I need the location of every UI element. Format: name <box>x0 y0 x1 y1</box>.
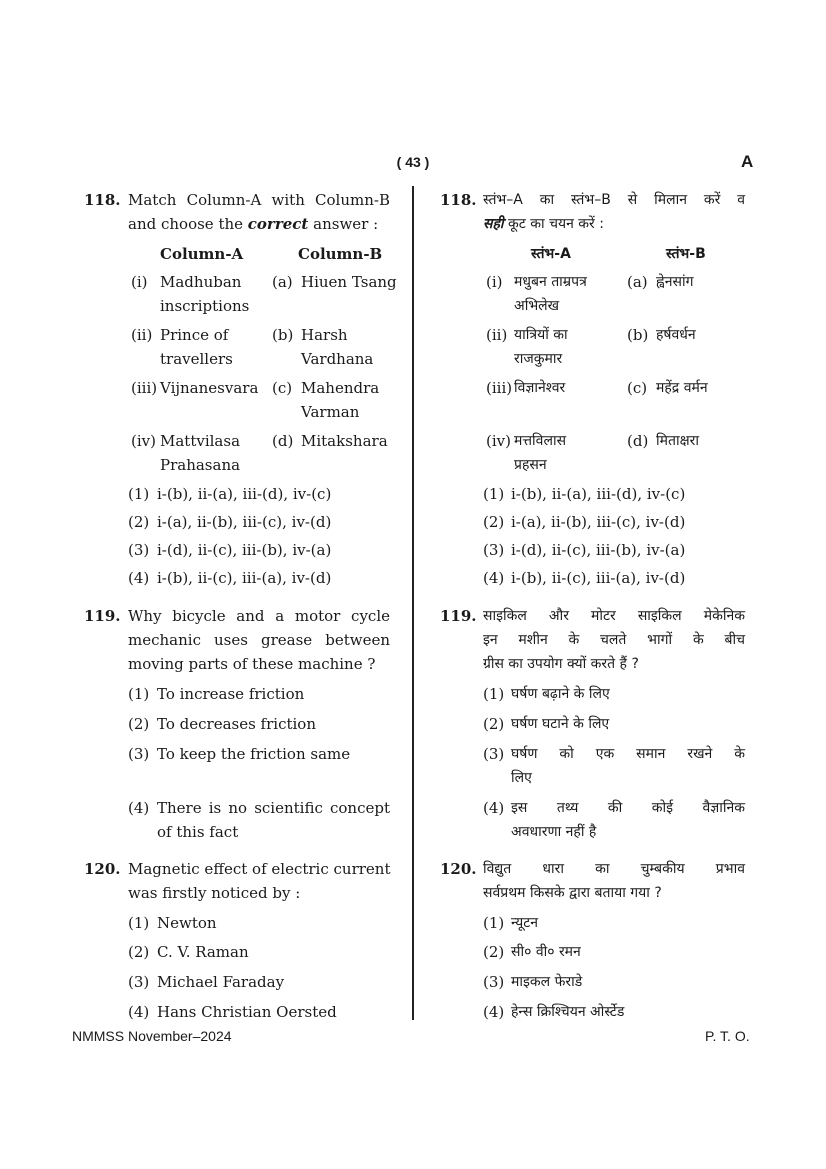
option-number: (4) <box>128 799 150 817</box>
option-number: (3) <box>128 541 150 559</box>
option-number: (1) <box>483 914 505 932</box>
question-stem: ग्रीस का उपयोग क्यों करते हैं ? <box>483 656 639 672</box>
column-b-item: महेंद्र वर्मन <box>656 380 708 396</box>
column-divider <box>412 186 414 1020</box>
option-number: (4) <box>483 799 505 817</box>
row-index: (d) <box>272 432 294 450</box>
answer-option[interactable]: i-(b), ii-(c), iii-(a), iv-(d) <box>157 569 332 587</box>
question-stem: सर्वप्रथम किसके द्वारा बताया गया ? <box>483 885 662 901</box>
column-b-item: Hiuen Tsang <box>301 273 397 291</box>
answer-option[interactable]: i-(a), ii-(b), iii-(c), iv-(d) <box>511 513 686 531</box>
question-stem: Magnetic effect of electric current <box>128 860 391 878</box>
question-stem: Match Column-A with Column-B <box>128 191 390 209</box>
row-index: (i) <box>131 273 148 291</box>
option-number: (3) <box>128 745 150 763</box>
question-number: 118. <box>440 191 477 209</box>
column-a-item: अभिलेख <box>514 298 560 314</box>
column-a-item: यात्रियों का <box>514 327 568 343</box>
answer-option[interactable]: C. V. Raman <box>157 943 249 961</box>
row-index: (b) <box>627 326 649 344</box>
column-a-header: Column-A <box>160 245 244 263</box>
option-number: (4) <box>483 1003 505 1021</box>
column-b-item: Varman <box>301 403 360 421</box>
row-index: (iii) <box>486 379 513 397</box>
option-number: (4) <box>483 569 505 587</box>
option-number: (3) <box>128 973 150 991</box>
answer-option[interactable]: i-(a), ii-(b), iii-(c), iv-(d) <box>157 513 332 531</box>
answer-option[interactable]: Newton <box>157 914 217 932</box>
page-number: ( 43 ) <box>396 154 430 170</box>
answer-option[interactable]: Hans Christian Oersted <box>157 1003 337 1021</box>
answer-option[interactable]: i-(b), ii-(c), iii-(a), iv-(d) <box>511 569 686 587</box>
column-a-header: स्तंभ-A <box>531 246 571 262</box>
column-b-item: मिताक्षरा <box>656 433 699 449</box>
column-b-item: Vardhana <box>301 350 374 368</box>
option-number: (1) <box>483 485 505 503</box>
answer-option[interactable]: घर्षण घटाने के लिए <box>511 716 610 732</box>
answer-option-continued: of this fact <box>157 823 239 841</box>
column-b-header: Column-B <box>298 245 383 263</box>
question-stem: स्तंभ–A का स्तंभ–B से मिलान करें व <box>483 192 745 208</box>
option-number: (2) <box>128 943 150 961</box>
answer-option[interactable]: हेन्स क्रिश्चियन ओर्स्टेड <box>511 1004 625 1020</box>
column-b-item: ह्वेनसांग <box>656 274 694 290</box>
row-index: (a) <box>627 273 648 291</box>
answer-option[interactable]: घर्षण बढ़ाने के लिए <box>511 686 610 702</box>
stem-emphasis: सही <box>483 216 504 232</box>
question-number: 118. <box>84 191 121 209</box>
question-stem: इन मशीन के चलते भागों के बीच <box>483 632 745 648</box>
column-b-header: स्तंभ-B <box>666 246 706 262</box>
column-a-item: Prince of <box>160 326 229 344</box>
question-stem <box>128 212 378 236</box>
column-a-item: राजकुमार <box>514 351 563 367</box>
row-index: (c) <box>272 379 293 397</box>
option-number: (1) <box>128 914 150 932</box>
row-index: (ii) <box>131 326 153 344</box>
column-a-item: travellers <box>160 350 233 368</box>
stem-emphasis: correct <box>247 215 309 233</box>
column-a-item: प्रहसन <box>514 457 547 473</box>
option-number: (1) <box>483 685 505 703</box>
option-number: (1) <box>128 685 150 703</box>
answer-option-continued: अवधारणा नहीं है <box>511 824 597 840</box>
option-number: (2) <box>483 513 505 531</box>
answer-option[interactable]: To keep the friction same <box>157 745 351 763</box>
row-index: (iii) <box>131 379 158 397</box>
row-index: (a) <box>272 273 293 291</box>
column-a-item: मधुबन ताम्रपत्र <box>514 274 587 290</box>
stem-text: answer : <box>313 215 379 233</box>
answer-option[interactable]: न्यूटन <box>511 915 539 931</box>
question-number: 119. <box>84 607 121 625</box>
answer-option-continued: लिए <box>511 770 532 786</box>
column-a-item: मत्तविलास <box>514 433 567 449</box>
option-number: (1) <box>128 485 150 503</box>
question-stem: moving parts of these machine ? <box>128 655 376 673</box>
stem-text: and choose the <box>128 215 244 233</box>
question-stem: was firstly noticed by : <box>128 884 301 902</box>
stem-text: कूट का चयन करें : <box>507 216 604 232</box>
option-number: (2) <box>128 715 150 733</box>
column-a-item: Madhuban <box>160 273 242 291</box>
answer-option[interactable]: माइकल फेराडे <box>511 974 583 990</box>
column-a-item: विज्ञानेश्वर <box>514 380 566 396</box>
answer-option[interactable]: i-(b), ii-(a), iii-(d), iv-(c) <box>511 485 686 503</box>
row-index: (iv) <box>486 432 511 450</box>
option-number: (3) <box>483 541 505 559</box>
answer-option[interactable]: To increase friction <box>157 685 305 703</box>
row-index: (c) <box>627 379 648 397</box>
option-number: (2) <box>483 943 505 961</box>
answer-option[interactable]: There is no scientific concept <box>157 799 390 817</box>
footer-exam-name: NMMSS November–2024 <box>72 1028 232 1044</box>
question-stem: विद्युत धारा का चुम्बकीय प्रभाव <box>483 861 745 877</box>
question-number: 119. <box>440 607 477 625</box>
option-number: (2) <box>128 513 150 531</box>
question-stem: साइकिल और मोटर साइकिल मेकेनिक <box>483 608 745 624</box>
column-b-item: Harsh <box>301 326 348 344</box>
column-a-item: Prahasana <box>160 456 241 474</box>
row-index: (i) <box>486 273 503 291</box>
answer-option[interactable]: To decreases friction <box>157 715 316 733</box>
answer-option[interactable]: i-(d), ii-(c), iii-(b), iv-(a) <box>511 541 686 559</box>
question-stem: Why bicycle and a motor cycle <box>128 607 390 625</box>
answer-option[interactable]: Michael Faraday <box>157 973 285 991</box>
column-b-item: Mahendra <box>301 379 380 397</box>
option-number: (3) <box>483 745 505 763</box>
answer-option[interactable]: i-(b), ii-(a), iii-(d), iv-(c) <box>157 485 332 503</box>
answer-option[interactable]: इस तथ्य की कोई वैज्ञानिक <box>511 800 745 816</box>
row-index: (iv) <box>131 432 156 450</box>
question-stem: mechanic uses grease between <box>128 631 390 649</box>
column-a-item: inscriptions <box>160 297 250 315</box>
footer-pto: P. T. O. <box>705 1028 750 1044</box>
option-number: (2) <box>483 715 505 733</box>
answer-option[interactable]: घर्षण को एक समान रखने के <box>511 746 745 762</box>
question-number: 120. <box>440 860 477 878</box>
answer-option[interactable]: i-(d), ii-(c), iii-(b), iv-(a) <box>157 541 332 559</box>
set-code: A <box>741 152 754 171</box>
row-index: (b) <box>272 326 294 344</box>
column-a-item: Mattvilasa <box>160 432 241 450</box>
question-number: 120. <box>84 860 121 878</box>
column-a-item: Vijnanesvara <box>160 379 259 397</box>
row-index: (ii) <box>486 326 508 344</box>
answer-option[interactable]: सी० वी० रमन <box>511 944 581 960</box>
option-number: (3) <box>483 973 505 991</box>
column-b-item: Mitakshara <box>301 432 388 450</box>
column-b-item: हर्षवर्धन <box>656 327 696 343</box>
option-number: (4) <box>128 569 150 587</box>
question-stem <box>483 212 604 236</box>
row-index: (d) <box>627 432 649 450</box>
option-number: (4) <box>128 1003 150 1021</box>
